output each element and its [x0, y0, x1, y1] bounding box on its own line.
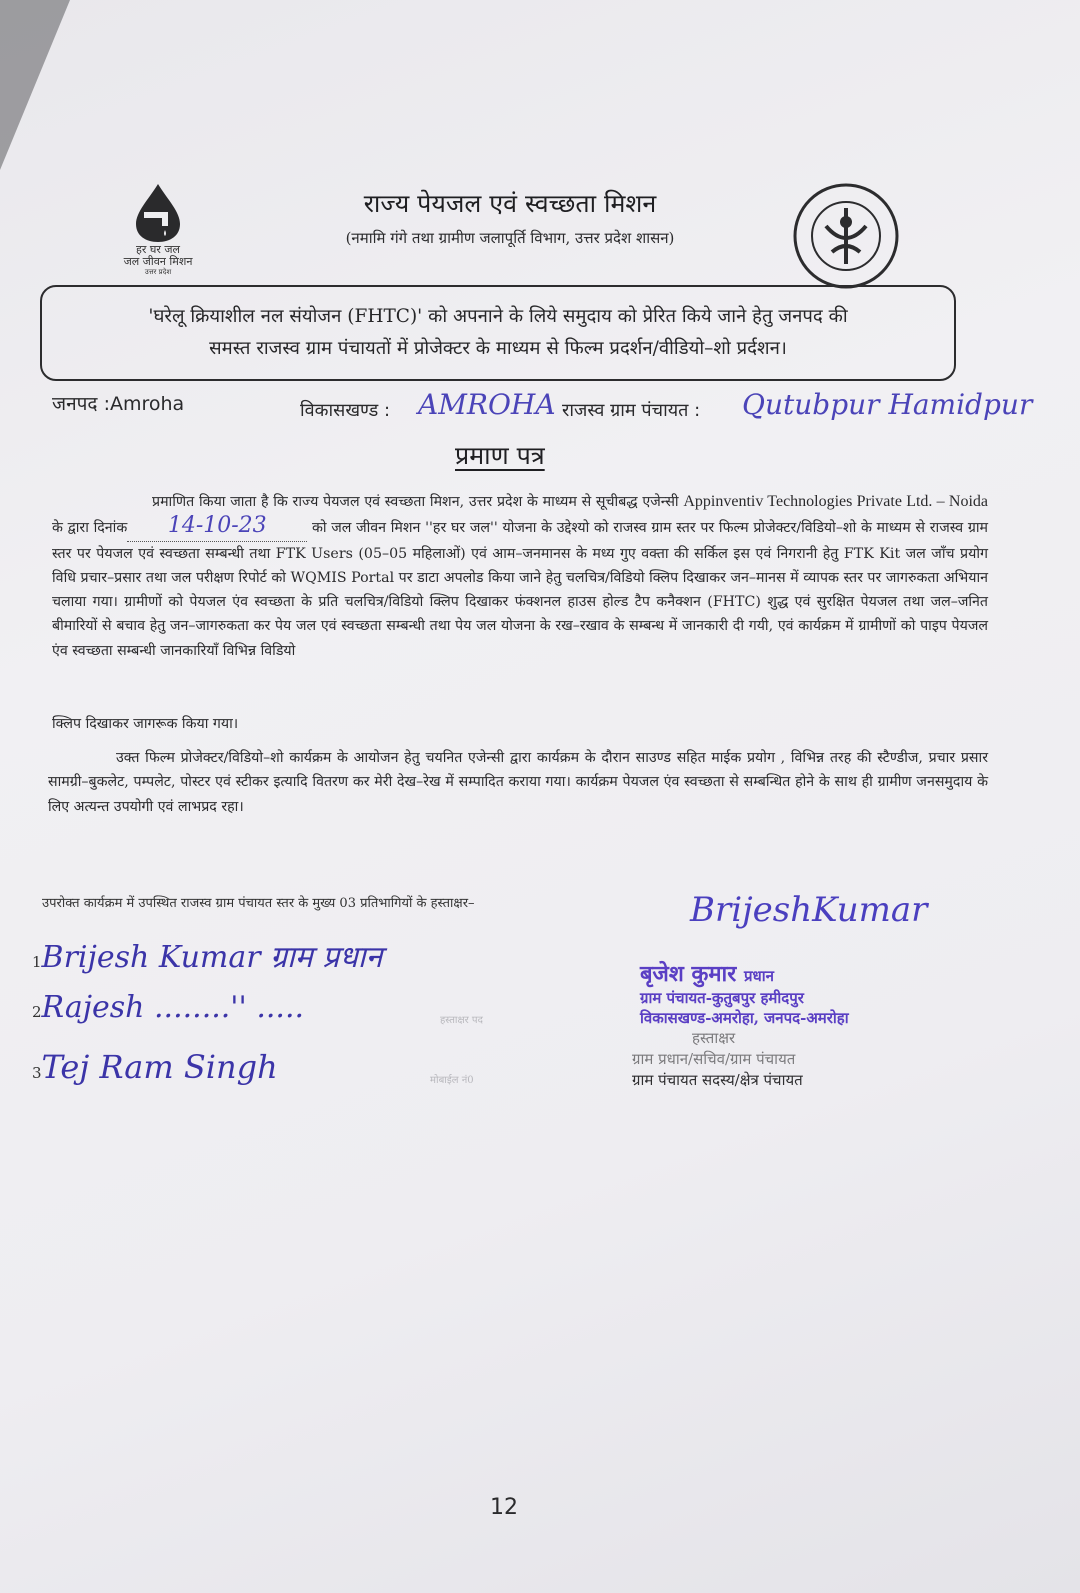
participant-name-handwritten: Rajesh ........'' .....: [41, 990, 305, 1025]
participant-2: [32, 990, 304, 1025]
water-drop-tap-icon: [128, 182, 188, 244]
panchayat-value-handwritten: Qutubpur Hamidpur: [742, 388, 1033, 421]
stamp-name: बृजेश कुमार: [640, 961, 737, 987]
logo-caption-3: उत्तर प्रदेश: [144, 268, 172, 276]
participant-1: [32, 935, 382, 976]
printed-role-line-2: ग्राम पंचायत सदस्य/क्षेत्र पंचायत: [632, 1071, 803, 1089]
pradhan-stamp: [640, 958, 940, 1028]
up-government-seal-icon: [792, 182, 900, 290]
stamp-panchayat: ग्राम पंचायत-कुतुबपुर हमीदपुर: [640, 989, 804, 1007]
participants-heading: उपरोक्त कार्यक्रम में उपस्थित राजस्व ग्राम पंचायत स्तर के मुख्य 03 प्रतिभागियों के हस्ताक्षर–: [42, 896, 475, 911]
participant-3: [32, 1048, 278, 1086]
stamp-role: प्रधान: [743, 967, 774, 985]
panchayat-label: राजस्व ग्राम पंचायत :: [562, 400, 701, 421]
page-number: 12: [490, 1495, 518, 1520]
program-title-line-2: समस्त राजस्व ग्राम पंचायतों में प्रोजेक्टर के माध्यम से फिल्म प्रदर्शन/वीडियो–शो प्रर्दशन।: [209, 338, 787, 359]
p1-tail: क्लिप दिखाकर जागरूक किया गया।: [52, 716, 239, 732]
jal-jeevan-mission-logo: [112, 182, 204, 276]
p1-intro: प्रमाणित किया जाता है कि राज्य पेयजल एवं स्वच्छता मिशन, उत्तर प्रदेश के माध्यम से सूचीबद्ध एजेन्सी: [152, 494, 684, 510]
block-label: विकासखण्ड :: [300, 400, 391, 421]
program-title-box: [40, 285, 956, 381]
certificate-title: प्रमाण पत्र: [455, 441, 545, 470]
participant-name-handwritten: Brijesh Kumar ग्राम प्रधान: [41, 940, 383, 975]
signatory-printed-roles: [632, 1028, 803, 1091]
stamp-block-district: विकासखण्ड-अमरोहा, जनपद-अमरोहा: [640, 1009, 849, 1027]
printed-signature-label: हस्ताक्षर: [692, 1029, 736, 1047]
program-title-line-1: 'घरेलू क्रियाशील नल संयोजन (FHTC)' को अपनाने के लिये समुदाय को प्रेरित किये जाने हेतु जनपद की: [148, 306, 848, 327]
block-value-handwritten: AMROHA: [418, 388, 556, 421]
p1-date-label: के द्वारा दिनांक: [52, 520, 128, 537]
logo-caption-1: हर घर जल: [136, 243, 180, 256]
page-fold-shadow: [0, 0, 70, 170]
p1-body: को जल जीवन मिशन ''हर घर जल'' योजना के उद्देश्यो को राजस्व ग्राम स्तर पर फिल्म प्रोजेक्टर/विडियो–शो के माध्यम से राजस्व ग्राम स्तर पर पेयजल एवं स्वच्छता सम्बन्धी तथा FTK Users (05–05 महिलाओं) एवं आम–जनमानस के मध्य गुए वक्ता की सर्किल इस एवं निगरानी हेतु FTK Kit जल जाँच प्रयोग विधि प्रचार–प्रसार तथा जल परीक्षण रिपोर्ट को WQMIS Portal पर डाटा अपलोड किया जाने हेतु चलचित्र/विडियो क्लिप दिखाकर जन–मानस में व्यापक स्तर पर जागरुकता अभियान चलाया गया। ग्रामीणों को पेयजल एंव स्वच्छता के प्रति चलचित्र/विडियो क्लिप दिखाकर फंक्शनल हाउस होल्ड टैप कनैक्शन (FHTC) शुद्ध एवं सुरक्षित पेयजल तथा जल–जनित बीमारियों से बचाव हेतु जन–जागरुकता कर पेय जल एवं स्वच्छता सम्बन्धी तथा पेय जल योजना के रख–रखाव के सम्बन्ध में जानकारी दी गयी, एवं कार्यक्रम में ग्रामीणों को पाइप पेयजल एंव स्वच्छता सम्बन्धी जानकारियाँ विभिन्न विडियो: [52, 520, 988, 659]
logo-caption-2: जल जीवन मिशन: [123, 255, 193, 268]
certificate-paragraph-1: [52, 490, 988, 663]
mission-subtitle: (नमामि गंगे तथा ग्रामीण जलापूर्ति विभाग, उत्तर प्रदेश शासन): [345, 229, 675, 247]
faint-mobile-label: मोबाईल नं0: [430, 1075, 474, 1086]
participant-number: 1: [32, 953, 42, 971]
participant-number: 2: [32, 1003, 42, 1021]
district-label: जनपद :Amroha: [52, 393, 185, 415]
participant-number: 3: [32, 1064, 42, 1082]
faint-signature-post-label: हस्ताक्षर पद: [440, 1015, 483, 1026]
program-date-handwritten: 14-10-23: [167, 513, 267, 539]
certificate-paragraph-2: उक्त फिल्म प्रोजेक्टर/विडियो–शो कार्यक्रम के आयोजन हेतु चयनित एजेन्सी द्वारा कार्यक्रम के दौरान साउण्ड सहित माईक प्रयोग , विभिन्न तरह की स्टैण्डीज, प्रचार प्रसार सामग्री–बुकलेट, पम्पलेट, पोस्टर एवं स्टीकर इत्यादि वितरण कर मेरी देख–रेख में सम्पादित कराया गया। कार्यक्रम पेयजल एंव स्वच्छता से सम्बन्धित होने के साथ ही ग्रामीण जनसमुदाय के लिए अत्यन्त उपयोगी एवं लाभप्रद रहा।: [48, 750, 988, 815]
pradhan-signature: BrijeshKumar: [690, 890, 928, 930]
participant-name-handwritten: Tej Ram Singh: [41, 1048, 278, 1086]
printed-role-line-1: ग्राम प्रधान/सचिव/ग्राम पंचायत: [632, 1050, 796, 1068]
agency-name: Appinventiv Technologies Private Ltd. – Noida: [683, 493, 988, 510]
mission-title: राज्य पेयजल एवं स्वच्छता मिशन: [363, 189, 657, 218]
